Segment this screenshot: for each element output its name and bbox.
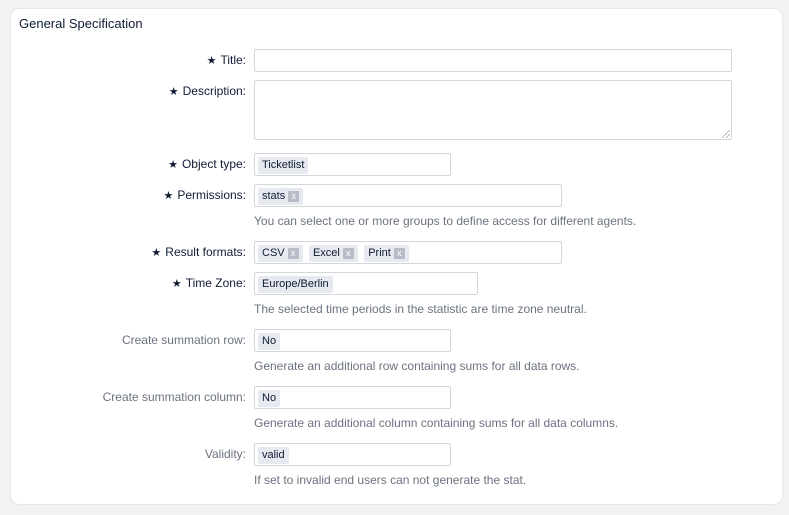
object-type-label: ★ Object type:	[168, 157, 246, 171]
time-zone-label: ★ Time Zone:	[171, 276, 246, 290]
time-zone-select[interactable]	[254, 272, 478, 295]
title-input[interactable]	[254, 49, 732, 72]
section-title: General Specification	[19, 16, 143, 31]
required-star-icon: ★	[163, 190, 174, 202]
remove-tag-icon[interactable]: x	[394, 248, 405, 259]
summation-row-select[interactable]	[254, 329, 451, 352]
result-formats-select[interactable]	[254, 241, 562, 264]
remove-tag-icon[interactable]: x	[288, 248, 299, 259]
result-formats-label: ★ Result formats:	[151, 245, 246, 259]
required-star-icon: ★	[168, 86, 179, 98]
required-star-icon: ★	[206, 55, 217, 67]
object-type-value: Ticketlist	[258, 157, 308, 174]
remove-tag-icon[interactable]: x	[343, 248, 354, 259]
resize-handle-icon[interactable]	[722, 130, 730, 138]
description-label: ★ Description:	[168, 84, 246, 98]
result-format-tag: CSV x	[258, 245, 303, 262]
summation-row-value: No	[258, 333, 280, 350]
summation-column-select[interactable]	[254, 386, 451, 409]
time-zone-value: Europe/Berlin	[258, 276, 333, 293]
permission-tag: stats x	[258, 188, 303, 205]
description-textarea[interactable]	[254, 80, 732, 140]
permissions-label: ★ Permissions:	[163, 188, 246, 202]
required-star-icon: ★	[151, 247, 162, 259]
result-format-tag: Excel x	[309, 245, 358, 262]
validity-label: Validity:	[204, 447, 246, 461]
result-format-tag: Print x	[364, 245, 409, 262]
validity-value: valid	[258, 447, 289, 464]
summation-column-label: Create summation column:	[102, 390, 246, 404]
summation-row-help: Generate an additional row containing sums for all data rows.	[254, 359, 580, 373]
general-specification-panel	[11, 9, 782, 504]
required-star-icon: ★	[171, 278, 182, 290]
summation-row-label: Create summation row:	[121, 333, 246, 347]
permissions-select[interactable]	[254, 184, 562, 207]
remove-tag-icon[interactable]: x	[288, 191, 299, 202]
summation-column-value: No	[258, 390, 280, 407]
object-type-select[interactable]	[254, 153, 451, 176]
validity-help: If set to invalid end users can not generate the stat.	[254, 473, 527, 487]
summation-column-help: Generate an additional column containing sums for all data columns.	[254, 416, 619, 430]
required-star-icon: ★	[168, 159, 178, 171]
title-label: ★ Title:	[206, 53, 246, 67]
time-zone-help: The selected time periods in the statistic are time zone neutral.	[254, 302, 587, 316]
validity-select[interactable]	[254, 443, 451, 466]
permissions-help: You can select one or more groups to define access for different agents.	[254, 214, 637, 228]
